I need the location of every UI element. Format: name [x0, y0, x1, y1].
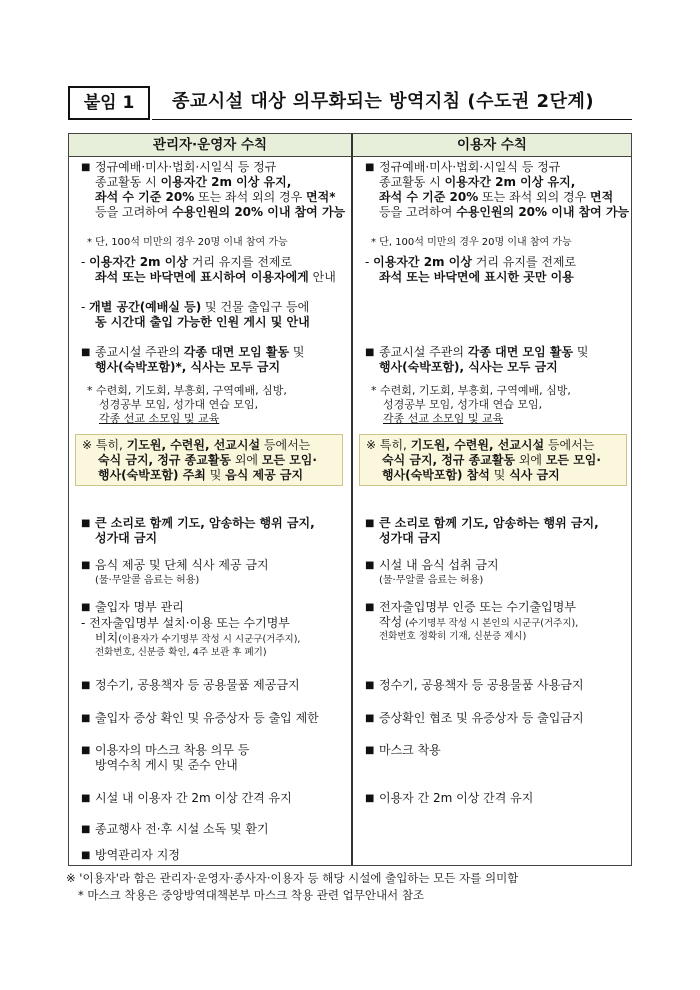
- list-item: 음식 제공 및 단체 식사 제공 금지: [95, 558, 269, 572]
- bullet-square-icon: ■: [81, 745, 91, 756]
- list-item: 방역관리자 지정: [95, 848, 180, 862]
- sub-note: * 수련회, 기도회, 부흥회, 구역예배, 심방,: [87, 384, 287, 397]
- sub-note: 성경공부 모임, 성가대 연습 모임,: [99, 398, 259, 411]
- bullet-square-icon: ■: [365, 680, 375, 691]
- list-item: 행사(숙박포함)*, 식사는 모두 금지: [95, 360, 281, 374]
- list-item: 큰 소리로 함께 기도, 암송하는 행위 금지,: [95, 516, 315, 530]
- attachment-tag: 붙임 1: [68, 86, 150, 120]
- bullet-square-icon: ■: [81, 824, 91, 835]
- notice-line: 행사(숙박포함) 주최 및 음식 제공 금지: [98, 468, 304, 482]
- bullet-square-icon: ■: [81, 793, 91, 804]
- header-underline: [152, 119, 632, 120]
- notice-box: [75, 434, 343, 486]
- list-item: 출입자 증상 확인 및 유증상자 등 출입 제한: [95, 711, 319, 725]
- list-item: 정규예배·미사·법회·시일식 등 정규: [379, 160, 561, 174]
- list-item: 큰 소리로 함께 기도, 암송하는 행위 금지,: [379, 516, 599, 530]
- list-item: 시설 내 이용자 간 2m 이상 간격 유지: [95, 791, 292, 805]
- list-item: 종교활동 시 이용자간 2m 이상 유지,: [379, 175, 576, 189]
- document-header: [68, 86, 632, 120]
- bullet-square-icon: ■: [365, 162, 375, 173]
- list-item: 좌석 수 기준 20% 또는 좌석 외의 경우 면적*: [95, 190, 336, 204]
- notice-box: [359, 434, 627, 486]
- bullet-square-icon: ■: [365, 347, 375, 358]
- bullet-square-icon: ■: [365, 745, 375, 756]
- list-item: 종교시설 주관의 각종 대면 모임 활동 및: [95, 345, 305, 359]
- list-item: 행사(숙박포함), 식사는 모두 금지: [379, 360, 558, 374]
- list-item: 좌석 또는 바닥면에 표시하여 이용자에게 안내: [95, 270, 336, 284]
- list-item: 성가대 금지: [95, 531, 158, 545]
- list-item: 마스크 착용: [379, 743, 441, 757]
- list-item: 이용자의 마스크 착용 의무 등: [95, 743, 250, 757]
- list-item: 출입자 명부 관리: [95, 600, 184, 614]
- list-item: - 개별 공간(예배실 등) 및 건물 출입구 등에: [81, 300, 310, 314]
- list-item: - 이용자간 2m 이상 거리 유지를 전제로: [365, 255, 577, 269]
- bullet-square-icon: ■: [81, 162, 91, 173]
- list-item: 정규예배·미사·법회·시일식 등 정규: [95, 160, 277, 174]
- notice-line: 숙식 금지, 정규 종교활동 외에 모든 모임·: [98, 453, 317, 467]
- list-item: 방역수칙 게시 및 준수 안내: [95, 758, 238, 772]
- bullet-square-icon: ■: [365, 560, 375, 571]
- sub-note: (물·무알콜 음료는 허용): [95, 575, 200, 586]
- list-item: 좌석 수 기준 20% 또는 좌석 외의 경우 면적: [379, 190, 614, 204]
- column-header-user: 이용자 수칙: [457, 137, 527, 153]
- bullet-square-icon: ■: [81, 518, 91, 529]
- bullet-square-icon: ■: [81, 680, 91, 691]
- column-header-manager: 관리자·운영자 수칙: [152, 137, 268, 153]
- bullet-square-icon: ■: [365, 793, 375, 804]
- document-title: 종교시설 대상 의무화되는 방역지침 (수도권 2단계): [172, 91, 595, 112]
- list-item: 정수기, 공용책자 등 공용물품 사용금지: [379, 678, 584, 692]
- footnote: ※ '이용자'라 함은 관리자·운영자·종사자·이용자 등 해당 시설에 출입하는 모든 자를 의미함: [66, 871, 519, 885]
- list-item: - 전자출입명부 설치·이용 또는 수기명부: [81, 616, 290, 630]
- bullet-square-icon: ■: [81, 347, 91, 358]
- list-item: 이용자 간 2m 이상 간격 유지: [379, 791, 534, 805]
- bullet-square-icon: ■: [365, 602, 375, 613]
- notice-line: ※ 특히, 기도원, 수련원, 선교시설 등에서는: [366, 438, 595, 452]
- list-item: 종교활동 시 이용자간 2m 이상 유지,: [95, 175, 292, 189]
- notice-line: ※ 특히, 기도원, 수련원, 선교시설 등에서는: [82, 438, 311, 452]
- sub-note: 각종 선교 소모임 및 교육: [383, 412, 504, 425]
- list-item: 증상확인 협조 및 유증상자 등 출입금지: [379, 711, 584, 725]
- list-item: 등을 고려하여 수용인원의 20% 이내 참여 가능: [95, 205, 346, 219]
- bullet-square-icon: ■: [81, 560, 91, 571]
- list-item: 동 시간대 출입 가능한 인원 게시 및 안내: [95, 315, 310, 329]
- sub-note: * 단, 100석 미만의 경우 20명 이내 참여 가능: [371, 237, 572, 248]
- sub-note: 전화번호 정확히 기재, 신분증 제시): [379, 631, 527, 642]
- list-item: 전자출입명부 인증 또는 수기출입명부: [379, 600, 576, 614]
- sub-note: (물·무알콜 음료는 허용): [379, 575, 484, 586]
- list-item: 정수기, 공용책자 등 공용물품 제공금지: [95, 678, 300, 692]
- notice-line: 행사(숙박포함) 참석 및 식사 금지: [382, 468, 560, 482]
- bullet-square-icon: ■: [81, 602, 91, 613]
- table-header: [69, 134, 631, 157]
- sub-note: * 단, 100석 미만의 경우 20명 이내 참여 가능: [87, 237, 288, 248]
- footnote: * 마스크 착용은 중앙방역대책본부 마스크 착용 관련 업무안내서 참조: [78, 888, 425, 902]
- guidelines-table: [68, 133, 632, 866]
- sub-note: 각종 선교 소모임 및 교육: [99, 412, 220, 425]
- list-item: 종교시설 주관의 각종 대면 모임 활동 및: [379, 345, 589, 359]
- sub-note: 성경공부 모임, 성가대 연습 모임,: [383, 398, 543, 411]
- sub-note: * 수련회, 기도회, 부흥회, 구역예배, 심방,: [371, 384, 571, 397]
- list-item: 등을 고려하여 수용인원의 20% 이내 참여 가능: [379, 205, 630, 219]
- bullet-square-icon: ■: [365, 713, 375, 724]
- list-item: 비치(이용자가 수기명부 작성 시 시군구(거주지),: [95, 631, 301, 645]
- bullet-square-icon: ■: [365, 518, 375, 529]
- list-item: 시설 내 음식 섭취 금지: [379, 558, 499, 572]
- list-item: 종교행사 전·후 시설 소독 및 환기: [95, 822, 269, 836]
- bullet-square-icon: ■: [81, 850, 91, 861]
- column-divider: [351, 134, 353, 865]
- list-item: - 이용자간 2m 이상 거리 유지를 전제로: [81, 255, 293, 269]
- sub-note: 전화번호, 신분증 확인, 4주 보관 후 폐기): [95, 647, 267, 658]
- list-item: 작성 (수기명부 작성 시 본인의 시군구(거주지),: [379, 615, 579, 629]
- list-item: 성가대 금지: [379, 531, 442, 545]
- list-item: 좌석 또는 바닥면에 표시한 곳만 이용: [379, 270, 574, 284]
- notice-line: 숙식 금지, 정규 종교활동 외에 모든 모임·: [382, 453, 601, 467]
- bullet-square-icon: ■: [81, 713, 91, 724]
